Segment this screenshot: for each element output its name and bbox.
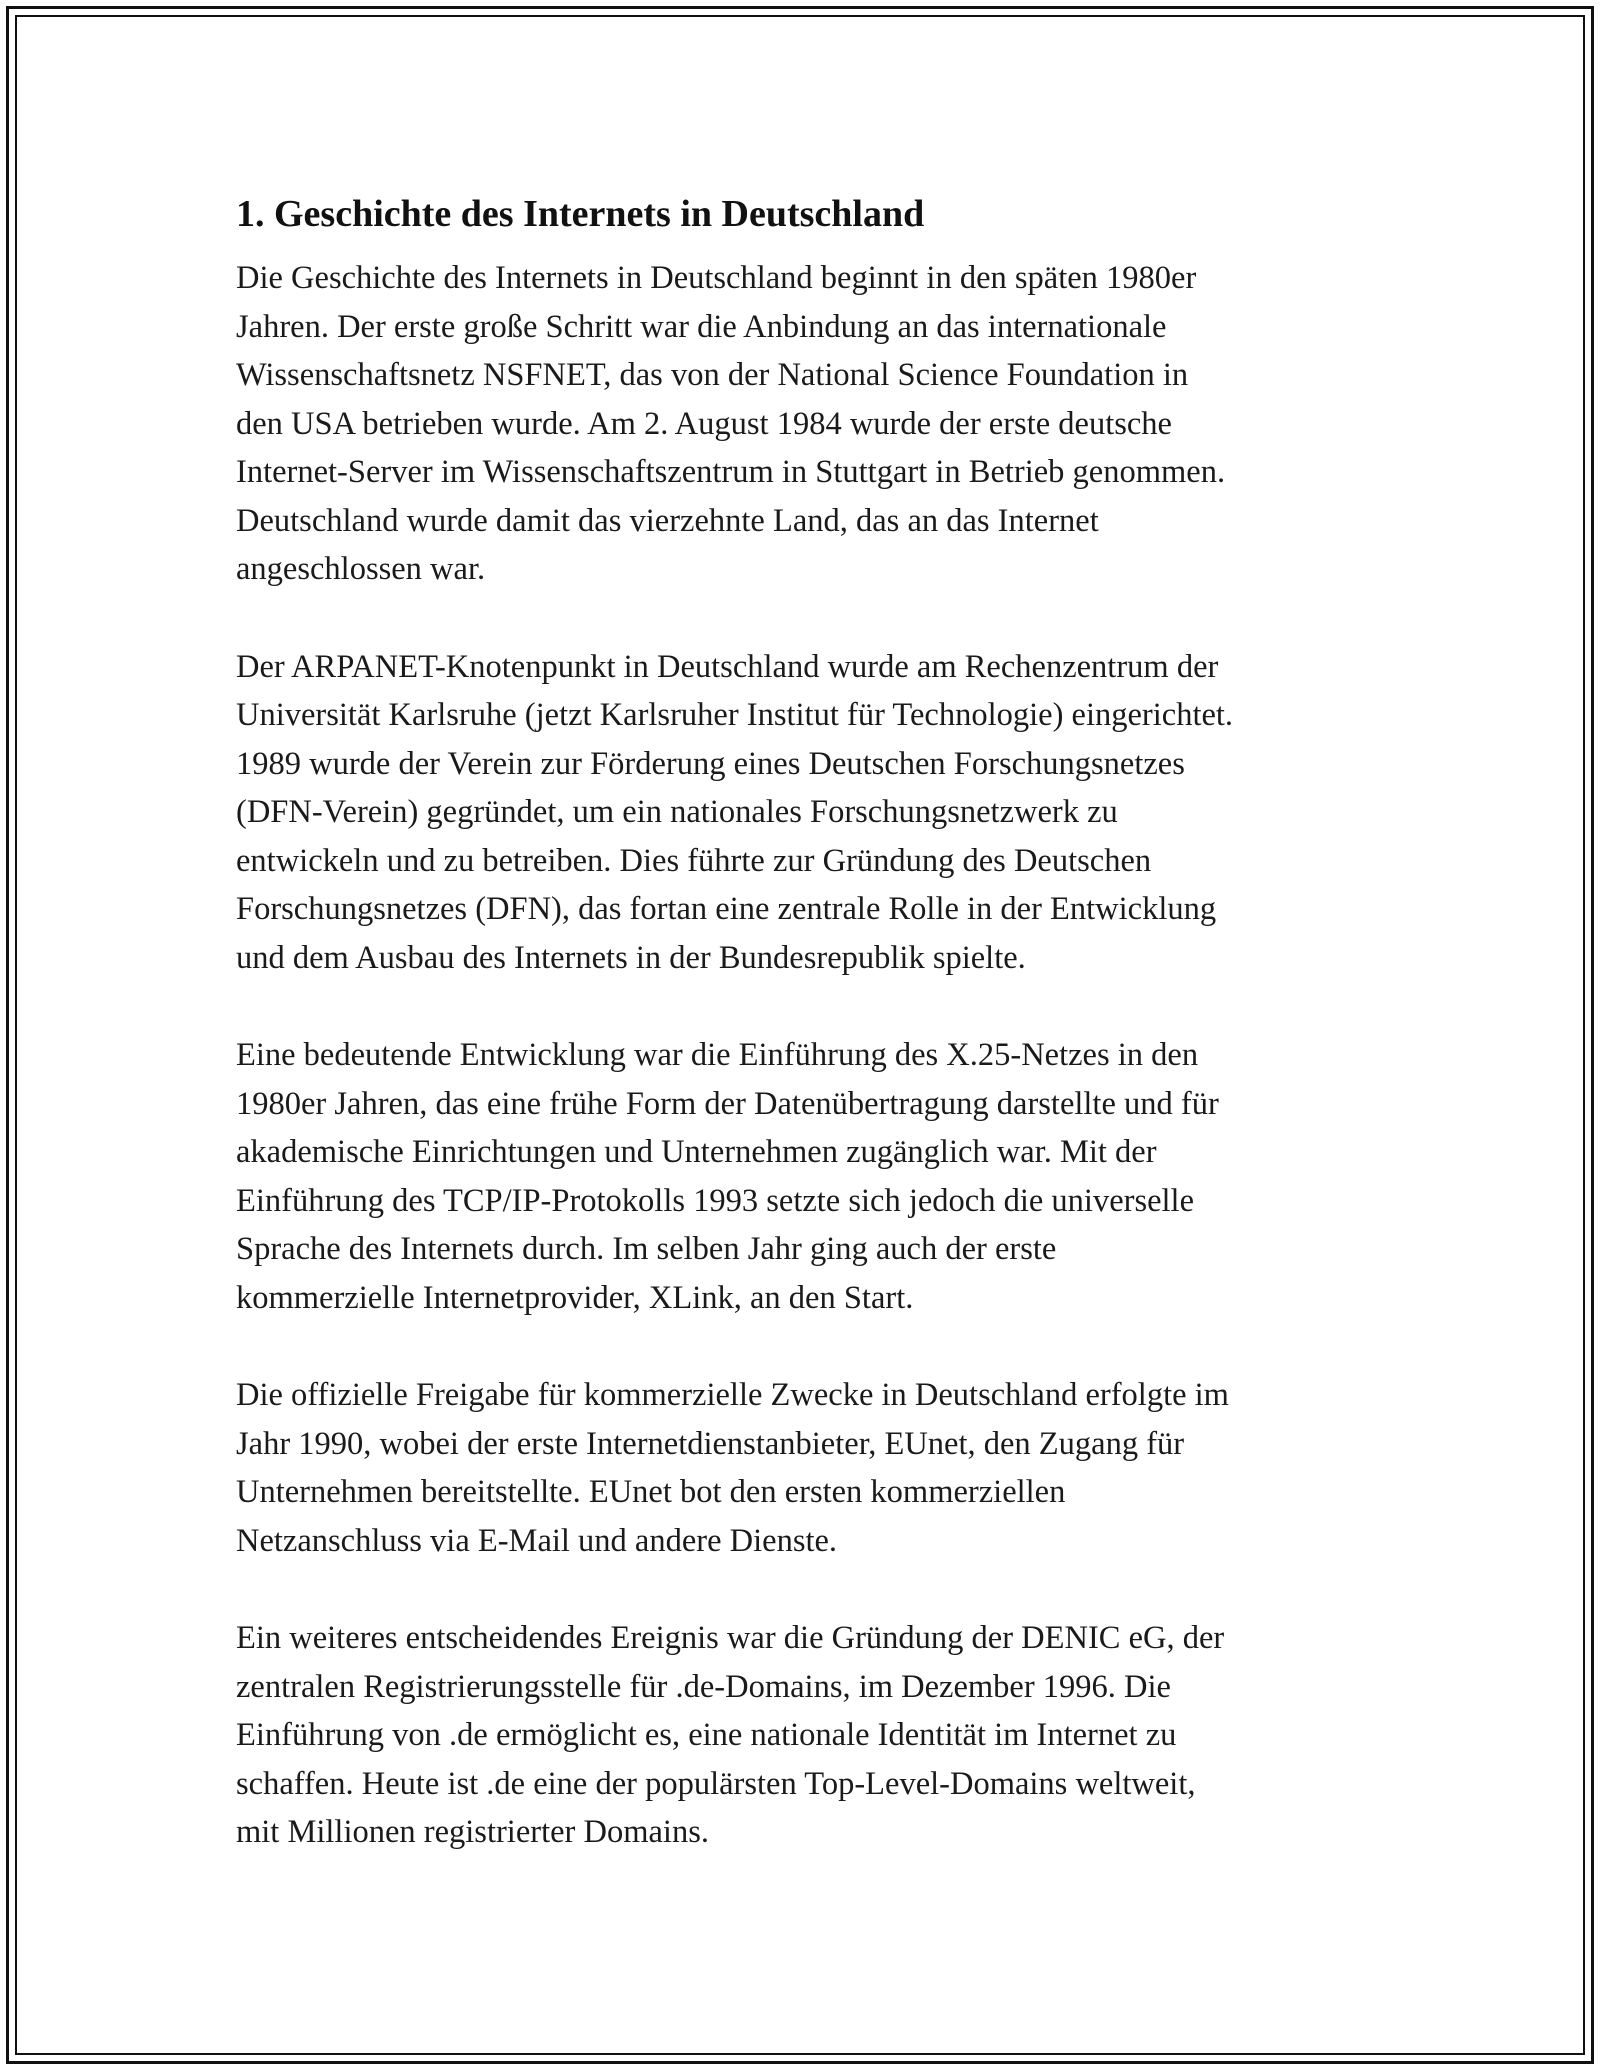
- text-line: Unternehmen bereitstellte. EUnet bot den ersten kommerziellen: [236, 1474, 1066, 1510]
- paragraph-2: [236, 643, 1386, 983]
- text-line: entwickeln und zu betreiben. Dies führte zur Gründung des Deutschen: [236, 842, 1152, 879]
- text-line: Jahr 1990, wobei der erste Internetdienstanbieter, EUnet, den Zugang für: [236, 1425, 1185, 1462]
- text-line: Jahren. Der erste große Schritt war die Anbindung an das internationale: [236, 308, 1167, 345]
- text-line: Die offizielle Freigabe für kommerzielle Zwecke in Deutschland erfolgte im: [236, 1377, 1229, 1413]
- text-line: zentralen Registrierungsstelle für .de-Domains, im Dezember 1996. Die: [236, 1668, 1171, 1705]
- paragraph-5: [236, 1614, 1386, 1857]
- paragraph-4: [236, 1371, 1386, 1565]
- section-heading: 1. Geschichte des Internets in Deutschland: [236, 193, 925, 235]
- paragraph-3: [236, 1031, 1386, 1322]
- text-line: kommerzielle Internetprovider, XLink, an den Start.: [236, 1279, 914, 1316]
- paragraph-list: [236, 254, 1386, 1857]
- text-line: (DFN-Verein) gegründet, um ein nationales Forschungsnetzwerk zu: [236, 794, 1118, 830]
- text-line: Einführung von .de ermöglicht es, eine nationale Identität im Internet zu: [236, 1717, 1177, 1753]
- text-line: Deutschland wurde damit das vierzehnte Land, das an das Internet: [236, 502, 1099, 539]
- text-line: mit Millionen registrierter Domains.: [236, 1814, 709, 1850]
- text-line: Netzanschluss via E-Mail und andere Dienste.: [236, 1522, 838, 1559]
- text-line: Einführung des TCP/IP-Protokolls 1993 setzte sich jedoch die universelle: [236, 1182, 1195, 1219]
- text-line: Sprache des Internets durch. Im selben Jahr ging auch der erste: [236, 1231, 1057, 1267]
- text-line: den USA betrieben wurde. Am 2. August 1984 wurde der erste deutsche: [236, 405, 1172, 442]
- text-line: Universität Karlsruhe (jetzt Karlsruher Institut für Technologie) eingerichtet.: [236, 697, 1234, 733]
- text-line: 1989 wurde der Verein zur Förderung eines Deutschen Forschungsnetzes: [236, 745, 1185, 782]
- text-line: Wissenschaftsnetz NSFNET, das von der National Science Foundation in: [236, 357, 1189, 393]
- document-body: [236, 190, 1386, 1906]
- text-line: Der ARPANET-Knotenpunkt in Deutschland wurde am Rechenzentrum der: [236, 648, 1219, 685]
- text-line: Eine bedeutende Entwicklung war die Einführung des X.25-Netzes in den: [236, 1037, 1199, 1073]
- text-line: akademische Einrichtungen und Unternehmen zugänglich war. Mit der: [236, 1134, 1157, 1170]
- text-line: Ein weiteres entscheidendes Ereignis war die Gründung der DENIC eG, der: [236, 1620, 1225, 1656]
- text-line: Internet-Server im Wissenschaftszentrum in Stuttgart in Betrieb genommen.: [236, 454, 1226, 490]
- text-line: 1980er Jahren, das eine frühe Form der Datenübertragung darstellte und für: [236, 1085, 1219, 1122]
- text-line: angeschlossen war.: [236, 551, 486, 587]
- text-line: schaffen. Heute ist .de eine der populärsten Top-Level-Domains weltweit,: [236, 1765, 1196, 1802]
- text-line: und dem Ausbau des Internets in der Bundesrepublik spielte.: [236, 939, 1026, 976]
- text-line: Die Geschichte des Internets in Deutschland beginnt in den späten 1980er: [236, 260, 1197, 296]
- text-line: Forschungsnetzes (DFN), das fortan eine zentrale Rolle in der Entwicklung: [236, 891, 1217, 927]
- paragraph-1: [236, 254, 1386, 594]
